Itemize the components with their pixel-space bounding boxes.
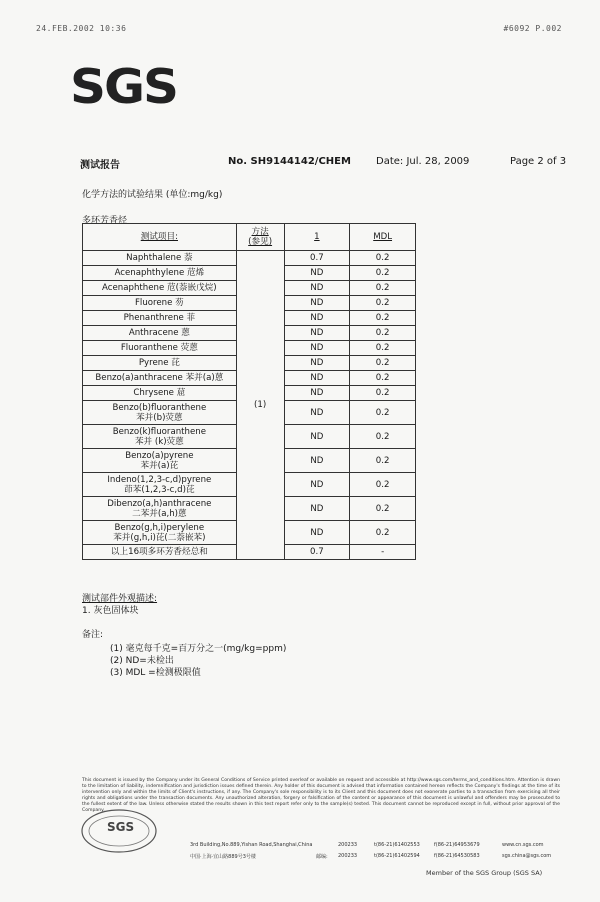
result-cell: ND [284, 281, 350, 296]
member-statement: Member of the SGS Group (SGS SA) [426, 869, 543, 877]
fax-page-code: #6092 P.002 [503, 24, 562, 33]
header-result: 1 [284, 224, 350, 251]
test-item-cell: Acenaphthene 苊(萘嵌戊烷) [83, 281, 237, 296]
header-method: 方法 (参见) [236, 224, 284, 251]
mdl-cell: 0.2 [350, 281, 416, 296]
test-item-cell: 以上16项多环芳香烃总和 [83, 545, 237, 560]
note-item: (2) ND=未检出 [110, 656, 174, 666]
result-cell: ND [284, 266, 350, 281]
result-cell: ND [284, 521, 350, 545]
mdl-cell: 0.2 [350, 311, 416, 326]
result-cell: ND [284, 386, 350, 401]
test-item-cell: Anthracene 蒽 [83, 326, 237, 341]
footer-fax-cn: f(86-21)64530583 [434, 853, 480, 859]
table-row [83, 251, 416, 266]
note-item: (1) 毫克每千克=百万分之一(mg/kg=ppm) [110, 644, 287, 654]
stamp-text: SGS [107, 820, 135, 834]
mdl-cell: 0.2 [350, 341, 416, 356]
page-number: Page 2 of 3 [510, 156, 567, 167]
notes-heading: 备注: [82, 630, 104, 640]
footer-postcode-cn: 200233 [338, 853, 358, 859]
test-item-cell: Benzo(a)anthracene 苯并(a)蒽 [83, 371, 237, 386]
mdl-cell: 0.2 [350, 296, 416, 311]
result-cell: ND [284, 401, 350, 425]
result-cell: ND [284, 449, 350, 473]
mdl-cell: - [350, 545, 416, 560]
result-cell: ND [284, 473, 350, 497]
header-test-item: 测试项目: [83, 224, 237, 251]
test-item-cell: Phenanthrene 菲 [83, 311, 237, 326]
footer-email[interactable]: sgs.china@sgs.com [502, 853, 552, 859]
result-cell: ND [284, 296, 350, 311]
test-item-cell: Benzo(g,h,i)perylene 苯并(g,h,i)芘(二萘嵌苯) [83, 521, 237, 545]
footer-tel-en: t(86-21)61402553 [374, 842, 420, 848]
test-item-cell: Pyrene 芘 [83, 356, 237, 371]
report-number: No. SH9144142/CHEM [228, 156, 351, 167]
footer-address-cn: 中国·上海·宜山路889号3号楼 [190, 854, 256, 860]
mdl-cell: 0.2 [350, 497, 416, 521]
result-cell: ND [284, 311, 350, 326]
section-title: 多环芳香烃 [82, 216, 128, 226]
mdl-cell: 0.2 [350, 371, 416, 386]
fax-timestamp: 24.FEB.2002 10:36 [36, 24, 127, 33]
mdl-cell: 0.2 [350, 401, 416, 425]
footer-tel-cn: t(86-21)61402594 [374, 853, 420, 859]
mdl-cell: 0.2 [350, 386, 416, 401]
footer-fax-en: f(86-21)64953679 [434, 842, 480, 848]
test-item-cell: Fluorene 芴 [83, 296, 237, 311]
mdl-cell: 0.2 [350, 473, 416, 497]
result-cell: ND [284, 371, 350, 386]
results-subtitle: 化学方法的试验结果 (单位:mg/kg) [82, 190, 223, 200]
report-date: Date: Jul. 28, 2009 [376, 156, 470, 167]
result-cell: ND [284, 326, 350, 341]
appearance-heading: 测试部件外观描述: [82, 594, 158, 604]
footer-postcode-cn-label: 邮编: [316, 854, 328, 860]
method-cell: (1) [236, 251, 284, 560]
result-cell: ND [284, 356, 350, 371]
mdl-cell: 0.2 [350, 449, 416, 473]
mdl-cell: 0.2 [350, 326, 416, 341]
footer-web[interactable]: www.cn.sgs.com [502, 842, 544, 848]
report-title: 测试报告 [80, 160, 120, 171]
test-item-cell: Benzo(b)fluoranthene 苯并(b)荧蒽 [83, 401, 237, 425]
mdl-cell: 0.2 [350, 251, 416, 266]
sgs-logo: SGS [70, 59, 178, 115]
test-item-cell: Fluoranthene 荧蒽 [83, 341, 237, 356]
test-item-cell: Benzo(k)fluoranthene 苯并 (k)荧蒽 [83, 425, 237, 449]
mdl-cell: 0.2 [350, 425, 416, 449]
note-item: (3) MDL =检测极限值 [110, 668, 201, 678]
test-item-cell: Indeno(1,2,3-c,d)pyrene 茚苯(1,2,3-c,d)芘 [83, 473, 237, 497]
footer-postcode-en: 200233 [338, 842, 358, 848]
result-cell: ND [284, 497, 350, 521]
result-cell: ND [284, 425, 350, 449]
result-cell: 0.7 [284, 251, 350, 266]
result-cell: 0.7 [284, 545, 350, 560]
test-item-cell: Dibenzo(a,h)anthracene 二苯并(a,h)蒽 [83, 497, 237, 521]
test-item-cell: Chrysene 䓛 [83, 386, 237, 401]
appearance-value: 1. 灰色固体块 [82, 606, 139, 616]
mdl-cell: 0.2 [350, 521, 416, 545]
header-mdl: MDL [350, 224, 416, 251]
footer-address-en: 3rd Building,No.889,Yishan Road,Shanghai,China [190, 842, 313, 848]
mdl-cell: 0.2 [350, 266, 416, 281]
result-cell: ND [284, 341, 350, 356]
legal-disclaimer: This document is issued by the Company under its General Conditions of Service printed overleaf or available on request and accessible at http://www.sgs.com/terms_and_conditions.htm. Attention is drawn to the limitation of liability, indemnification and jurisdiction issues defined therein. Any holder of this document is advised that information contained hereon reflects the Company's findings at the time of its intervention only and within the limits of Client's instructions, if any. The Company's sole responsibility is to its Client and this document does not exonerate parties to a transaction from exercising all their rights and obligations under the transaction documents. Any unauthorized alteration, forgery or falsification of the content or appearance of this document is unlawful and offenders may be prosecuted to the fullest extent of the law. Unless otherwise stated the results shown in this test report refer only to the sample(s) tested. This document cannot be reproduced except in full, without prior approval of the Company. [82, 778, 560, 813]
mdl-cell: 0.2 [350, 356, 416, 371]
test-item-cell: Benzo(a)pyrene 苯并(a)芘 [83, 449, 237, 473]
test-item-cell: Naphthalene 萘 [83, 251, 237, 266]
results-table [82, 223, 416, 560]
test-item-cell: Acenaphthylene 苊烯 [83, 266, 237, 281]
